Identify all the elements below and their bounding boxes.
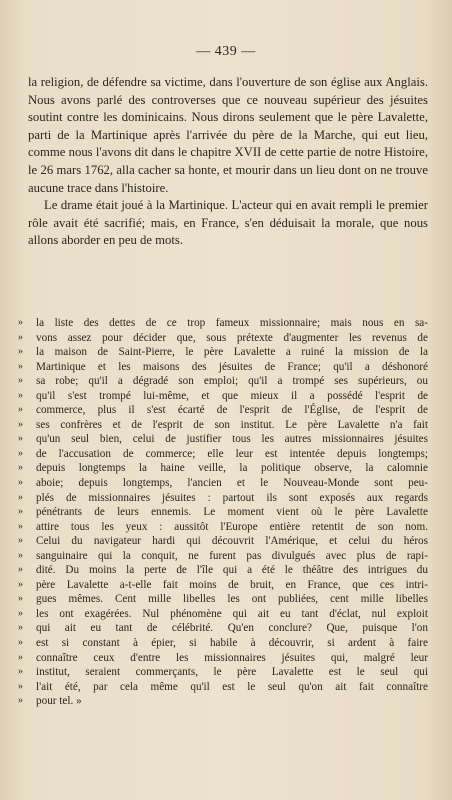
quote-line-text: la liste des dettes de ce trop fameux missionnaire; mais nous en sa- bbox=[36, 317, 428, 329]
quote-mark: » bbox=[18, 462, 23, 474]
quote-mark: » bbox=[18, 666, 23, 678]
quote-mark: » bbox=[18, 433, 23, 445]
main-text bbox=[28, 74, 428, 250]
paragraph: Le drame était joué à la Martinique. L'acteur qui en avait rempli le premier rôle avait été sacrifié; mais, en France, s'en déduisait la morale, que nous allons aborder en peu de mots. bbox=[28, 198, 428, 248]
quote-line bbox=[18, 476, 428, 491]
quote-mark: » bbox=[18, 564, 23, 576]
quote-mark: » bbox=[18, 535, 23, 547]
quote-mark: » bbox=[18, 375, 23, 387]
quote-line bbox=[18, 389, 428, 404]
quote-line-text: commerce, plus il s'est écarté de l'esprit de l'Église, de l'esprit de bbox=[36, 404, 428, 417]
quote-line bbox=[18, 694, 428, 709]
quote-line bbox=[18, 461, 428, 476]
quote-line bbox=[18, 578, 428, 593]
quote-line-text: sa robe; qu'il a dégradé son emploi; qu'il a trompé ses supérieurs, ou bbox=[36, 375, 428, 388]
quote-line bbox=[18, 345, 428, 360]
quote-line-text: de l'accusation de commerce; elle leur est intentée depuis longtemps; bbox=[36, 447, 428, 460]
quote-mark: » bbox=[18, 331, 23, 343]
quote-line-text: vons assez pour décider que, sous prétexte d'augmenter les revenus de bbox=[36, 331, 428, 344]
quote-line-text: l'ait été, par cela même qu'il est le seul qu'on ait fait connaître bbox=[36, 680, 428, 693]
quote-mark: » bbox=[18, 549, 23, 561]
quote-line-text: connaître ceux d'entre les missionnaires jésuites qui, malgré leur bbox=[36, 651, 428, 664]
quote-mark: » bbox=[18, 637, 23, 649]
quote-mark: » bbox=[18, 447, 23, 459]
quote-line-text: la maison de Saint-Pierre, le père Lavalette a ruiné la mission de la bbox=[36, 346, 428, 359]
quote-line-text: ses confrères et de l'esprit de son institut. Le père Lavalette n'a fait bbox=[36, 418, 428, 431]
quote-mark: » bbox=[18, 520, 23, 532]
quote-line bbox=[18, 534, 428, 549]
quote-line bbox=[18, 432, 428, 447]
quote-line bbox=[18, 607, 428, 622]
quote-line bbox=[18, 680, 428, 695]
quote-mark: » bbox=[18, 680, 23, 692]
quote-line-text: pénétrants de leurs ennemis. Le moment vient où le père Lavalette bbox=[36, 506, 428, 519]
quote-line-text: les ont exagérées. Nul phénomène qui ait eu tant d'éclat, nul exploit bbox=[36, 607, 428, 620]
quote-mark: » bbox=[18, 491, 23, 503]
quote-line-text: est si constant à épier, si habile à découvrir, si ardent à faire bbox=[36, 637, 428, 650]
quote-line bbox=[18, 491, 428, 506]
quote-line bbox=[18, 418, 428, 433]
quote-line bbox=[18, 520, 428, 535]
quote-line-text: Celui du navigateur hardi qui découvrit l'Amérique, et celui du héros bbox=[36, 535, 428, 548]
quote-mark: » bbox=[18, 346, 23, 358]
quote-mark: » bbox=[18, 389, 23, 401]
quote-line-text: plés de missionnaires jésuites : partout ils sont exposés aux regards bbox=[36, 491, 428, 504]
quote-line-text: qu'il s'est trompé lui-même, et que mieux il a possédé l'esprit de bbox=[36, 389, 428, 402]
quote-line-text: pour tel. » bbox=[36, 695, 82, 708]
quote-line bbox=[18, 374, 428, 389]
quote-mark: » bbox=[18, 607, 23, 619]
quote-mark: » bbox=[18, 578, 23, 590]
page-number: — 439 — bbox=[196, 44, 256, 59]
quote-line bbox=[18, 563, 428, 578]
quote-line-text: père Lavalette a-t-elle fait moins de bruit, en France, que ces intri- bbox=[36, 578, 428, 591]
quote-line-text: institut, seraient commerçants, le père Lavalette est le seul qui bbox=[36, 666, 428, 679]
quote-line-text: gues mêmes. Cent mille libelles les ont publiées, cent mille libelles bbox=[36, 593, 428, 606]
quote-line-text: sanguinaire qui la conquit, ne furent pas divulgués avec plus de rapi- bbox=[36, 549, 428, 562]
quote-line bbox=[18, 592, 428, 607]
quote-mark: » bbox=[18, 622, 23, 634]
quote-line bbox=[18, 636, 428, 651]
quote-line bbox=[18, 331, 428, 346]
quote-line-text: Martinique et les maisons des jésuites de France; qu'il a déshonoré bbox=[36, 360, 428, 373]
paragraph: la religion, de défendre sa victime, dans l'ouverture de son église aux Anglais. Nous avons parlé des controverses que ce nouveau supérieur des jésuites soutint contre les dominicains. Nous dirons seulement que le père Lavalette, parti de la Martinique après l'arrivée du père de la Marche, qui eut lieu, comme nous l'avons dit dans le chapitre XVII de cette partie de notre Histoire, le 26 mars 1762, alla cacher sa honte, et mourir dans un lieu dont on ne trouve aucune trace dans l'histoire. bbox=[28, 75, 428, 195]
quote-mark: » bbox=[18, 651, 23, 663]
quote-mark: » bbox=[18, 477, 23, 489]
quote-line bbox=[18, 665, 428, 680]
quote-line bbox=[18, 651, 428, 666]
quotation-block bbox=[18, 316, 428, 709]
quote-line-text: attire tous les yeux : aussitôt l'Europe entière retentit de son nom. bbox=[36, 520, 428, 533]
quote-line bbox=[18, 621, 428, 636]
quote-line-text: depuis longtemps la haine veille, la politique observe, la calomnie bbox=[36, 462, 428, 475]
quote-line bbox=[18, 360, 428, 375]
quote-mark: » bbox=[18, 317, 23, 328]
quote-line bbox=[18, 447, 428, 462]
quote-line bbox=[18, 549, 428, 564]
quote-line bbox=[18, 403, 428, 418]
quote-line bbox=[18, 505, 428, 520]
quote-line bbox=[18, 316, 428, 331]
quote-mark: » bbox=[18, 506, 23, 518]
quote-mark: » bbox=[18, 695, 23, 707]
quote-mark: » bbox=[18, 593, 23, 605]
quote-mark: » bbox=[18, 404, 23, 416]
quote-line-text: dité. Du moins la perte de l'île qui a été le théâtre des intrigues du bbox=[36, 564, 428, 577]
quote-line-text: qui ait eu tant de célébrité. Qu'en conclure? Que, puisque l'on bbox=[36, 622, 428, 635]
quote-line-text: aboie; depuis longtemps, l'ancien et le Nouveau-Monde sont peu- bbox=[36, 477, 428, 490]
quote-mark: » bbox=[18, 418, 23, 430]
quote-line-text: qu'un seul bien, celui de justifier tous les autres missionnaires jésuites bbox=[36, 433, 428, 446]
quote-mark: » bbox=[18, 360, 23, 372]
